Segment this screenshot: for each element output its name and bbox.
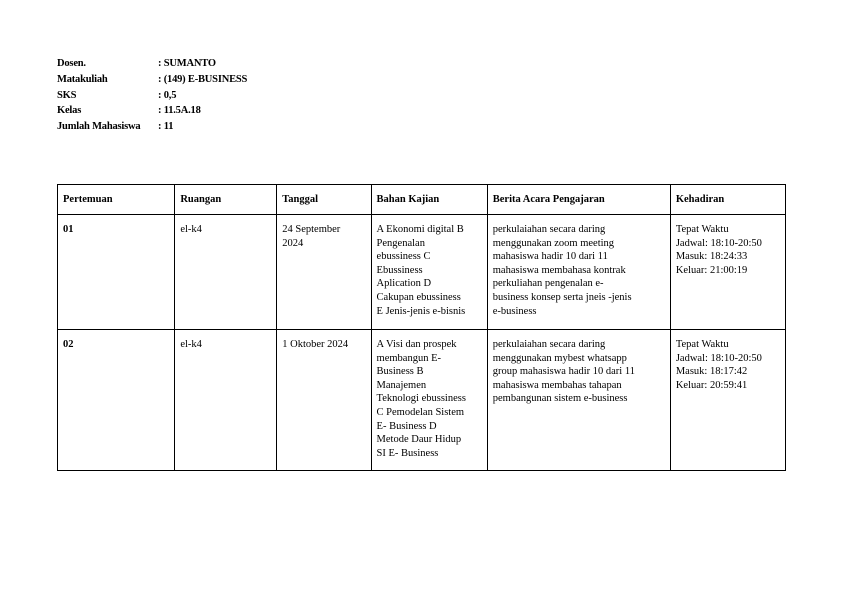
kehadiran-jadwal: Jadwal: 18:10-20:50 — [675, 352, 762, 364]
bahan-line: Teknologi ebussiness — [376, 393, 466, 405]
dosen-label: Dosen. — [57, 58, 86, 69]
berita-acara-cell — [487, 215, 670, 330]
kelas-row — [57, 103, 247, 119]
teaching-journal-table — [57, 184, 786, 471]
jumlah-row — [57, 119, 247, 135]
pertemuan-cell: 01 — [58, 215, 175, 330]
bahan-line: E Jenis-jenis e-bisnis — [376, 305, 466, 317]
berita-line: menggunakan zoom meeting — [492, 237, 615, 249]
bahan-line: Business B — [376, 366, 424, 378]
berita-line: perkulaiahan secara daring — [492, 339, 606, 350]
bahan-line: A Ekonomi digital B — [376, 224, 464, 235]
bahan-line: C Pemodelan Sistem — [376, 406, 465, 418]
bahan-line: Pengenalan — [376, 237, 425, 249]
bahan-kajian-cell — [371, 330, 487, 471]
bahan-line: membangun E- — [376, 352, 441, 364]
berita-line: business konsep serta jneis -jenis — [492, 291, 632, 303]
kehadiran-cell — [670, 215, 785, 330]
kehadiran-status: Tepat Waktu — [675, 224, 729, 235]
ruangan-cell: el-k4 — [175, 215, 277, 330]
column-header-bahan-kajian: Bahan Kajian — [371, 185, 487, 215]
berita-line: e-business — [492, 305, 537, 317]
kehadiran-masuk: Masuk: 18:24:33 — [675, 251, 748, 263]
kehadiran-keluar: Keluar: 20:59:41 — [675, 379, 748, 391]
column-header-berita-acara: Berita Acara Pengajaran — [487, 185, 670, 215]
tanggal-line: 1 Oktober 2024 — [282, 339, 349, 350]
berita-acara-cell — [487, 330, 670, 471]
berita-line: pembangunan sistem e-business — [492, 393, 628, 405]
berita-line: mahasiswa membahas tahapan — [492, 379, 622, 391]
matakuliah-label: Matakuliah — [57, 73, 108, 85]
course-info — [57, 56, 247, 135]
tanggal-cell — [277, 215, 371, 330]
bahan-line: E- Business D — [376, 420, 437, 432]
matakuliah-row — [57, 72, 247, 88]
sks-label: SKS — [57, 89, 77, 101]
berita-line: perkulaiahan secara daring — [492, 224, 606, 235]
bahan-kajian-cell — [371, 215, 487, 330]
pertemuan-cell: 02 — [58, 330, 175, 471]
sks-row — [57, 88, 247, 104]
bahan-line: A Visi dan prospek — [376, 339, 457, 350]
jumlah-label: Jumlah Mahasiswa — [57, 121, 141, 133]
column-header-kehadiran: Kehadiran — [670, 185, 785, 215]
table-row — [58, 330, 786, 471]
bahan-line: Metode Daur Hidup — [376, 434, 462, 446]
kehadiran-jadwal: Jadwal: 18:10-20:50 — [675, 237, 762, 249]
kelas-label: Kelas — [57, 105, 82, 117]
matakuliah-value: : (149) E-BUSINESS — [158, 73, 248, 85]
tanggal-line: 24 September — [282, 224, 341, 235]
column-header-ruangan: Ruangan — [175, 185, 277, 215]
dosen-row — [57, 56, 247, 72]
table-header-row — [58, 185, 786, 215]
bahan-line: Cakupan ebussiness — [376, 291, 461, 303]
bahan-line: Manajemen — [376, 379, 427, 391]
berita-line: menggunakan mybest whatsapp — [492, 352, 627, 364]
berita-line: mahasiswa membahasa kontrak — [492, 264, 626, 276]
kehadiran-masuk: Masuk: 18:17:42 — [675, 366, 748, 378]
sks-value: : 0,5 — [158, 89, 177, 101]
jumlah-value: : 11 — [158, 121, 174, 133]
bahan-line: Ebussiness — [376, 264, 423, 276]
dosen-value: : SUMANTO — [158, 58, 216, 69]
bahan-line: SI E- Business — [376, 447, 439, 459]
table-row — [58, 215, 786, 330]
berita-line: mahasiswa hadir 10 dari 11 — [492, 251, 608, 263]
kehadiran-status: Tepat Waktu — [675, 339, 729, 350]
bahan-line: Aplication D — [376, 278, 432, 290]
berita-line: perkuliahan pengenalan e- — [492, 278, 604, 290]
kelas-value: : 11.5A.18 — [158, 105, 201, 117]
kehadiran-cell — [670, 330, 785, 471]
tanggal-cell — [277, 330, 371, 471]
bahan-line: ebussiness C — [376, 251, 431, 263]
tanggal-line: 2024 — [282, 237, 304, 249]
column-header-pertemuan: Pertemuan — [58, 185, 175, 215]
ruangan-cell: el-k4 — [175, 330, 277, 471]
kehadiran-keluar: Keluar: 21:00:19 — [675, 264, 748, 276]
berita-line: group mahasiswa hadir 10 dari 11 — [492, 366, 635, 378]
column-header-tanggal: Tanggal — [277, 185, 371, 215]
